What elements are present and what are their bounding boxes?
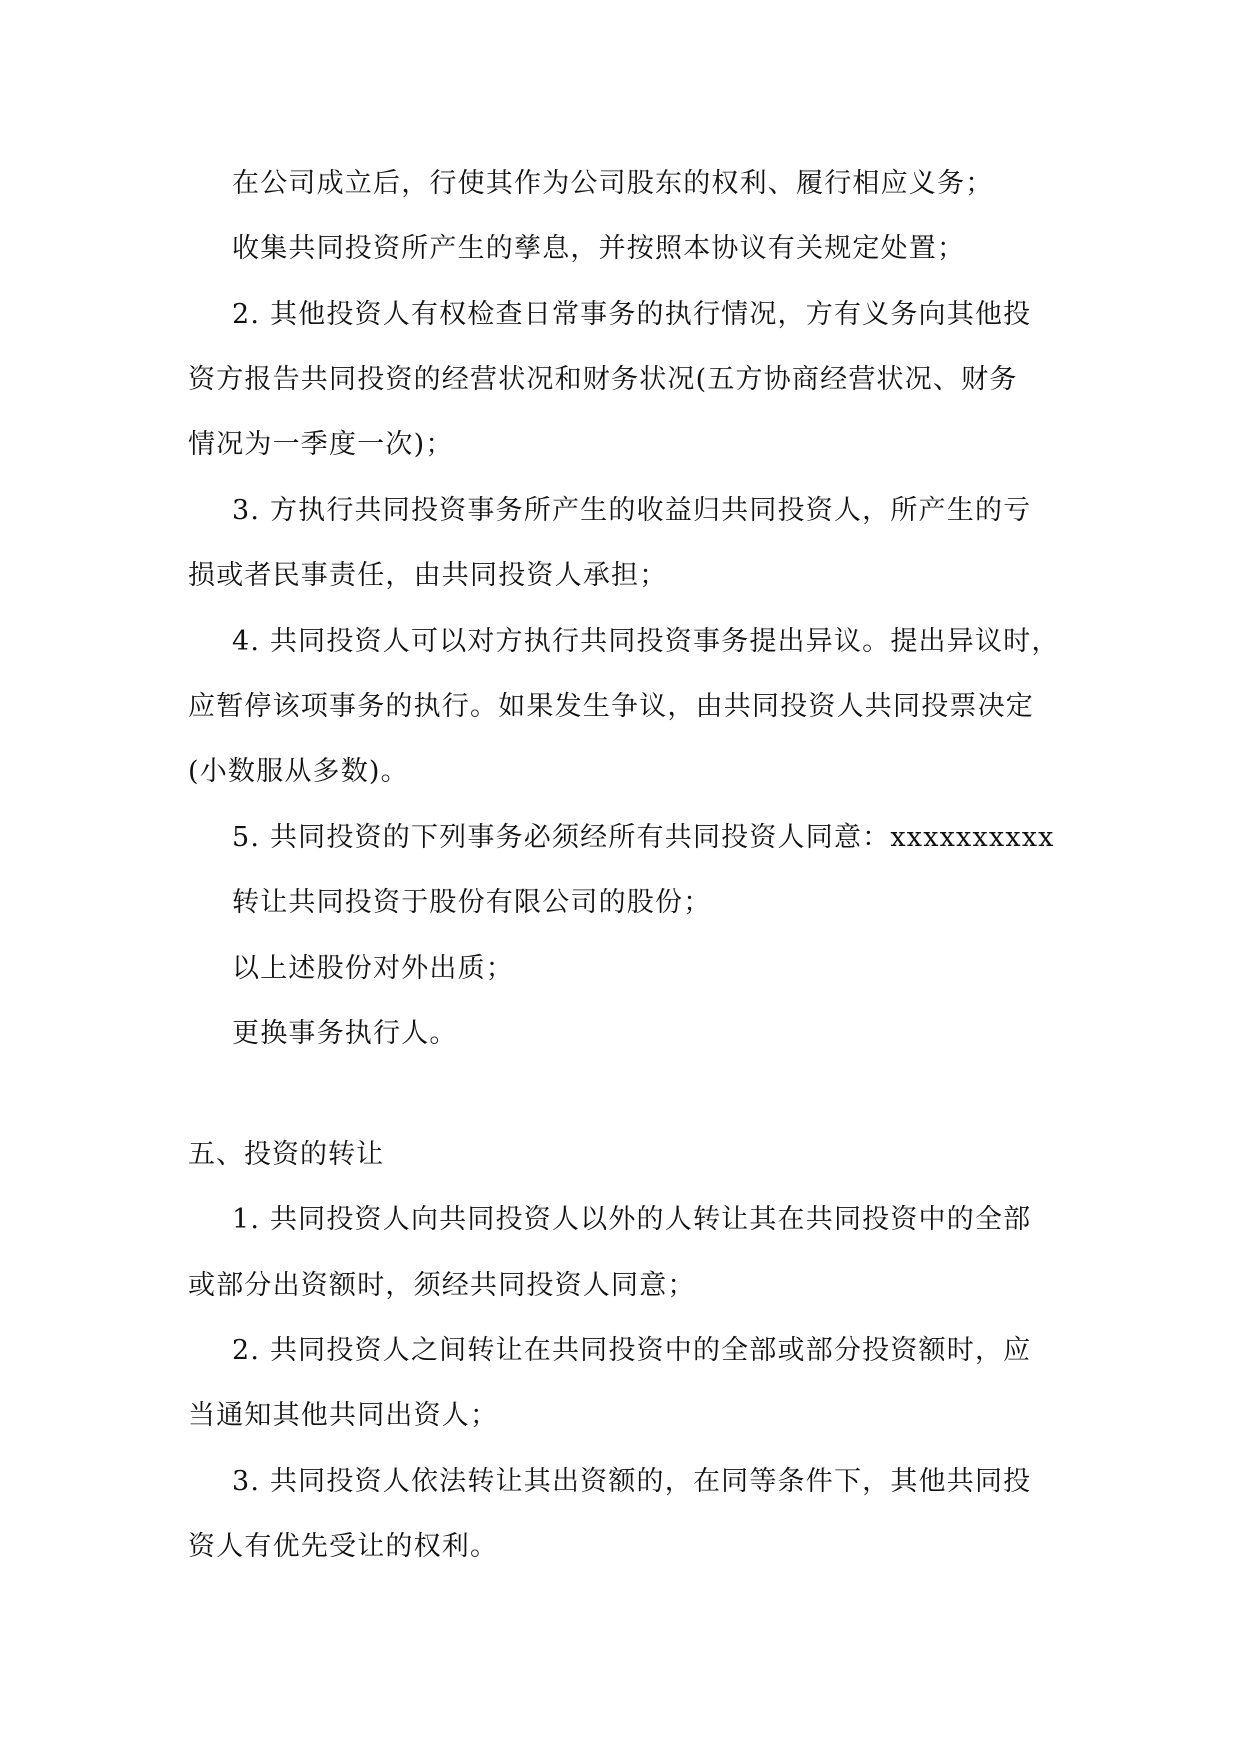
paragraph-line: 2. 共同投资人之间转让在共同投资中的全部或部分投资额时，应 — [232, 1335, 1032, 1366]
section-title: 五、投资的转让 — [188, 1139, 384, 1170]
paragraph-line: 收集共同投资所产生的孳息，并按照本协议有关规定处置； — [232, 233, 966, 264]
paragraph-line: 资方报告共同投资的经营状况和财务状况(五方协商经营状况、财务 — [188, 364, 1018, 395]
paragraph-line: (小数服从多数)。 — [188, 756, 409, 787]
paragraph-line: 当通知其他共同出资人； — [188, 1400, 499, 1431]
paragraph-line: 更换事务执行人。 — [232, 1018, 458, 1049]
paragraph-line: 3. 方执行共同投资事务所产生的收益归共同投资人，所产生的亏 — [232, 495, 1032, 526]
paragraph-line: 在公司成立后，行使其作为公司股东的权利、履行相应义务； — [232, 168, 994, 199]
paragraph-line: 情况为一季度一次)； — [188, 429, 454, 460]
paragraph-line: 1. 共同投资人向共同投资人以外的人转让其在共同投资中的全部 — [232, 1204, 1032, 1235]
paragraph-line: 转让共同投资于股份有限公司的股份； — [232, 887, 712, 918]
paragraph-line: 5. 共同投资的下列事务必须经所有共同投资人同意：xxxxxxxxxx — [232, 822, 1055, 853]
paragraph-line: 2. 其他投资人有权检查日常事务的执行情况，方有义务向其他投 — [232, 299, 1032, 330]
paragraph-line: 以上述股份对外出质； — [232, 953, 514, 984]
paragraph-line: 资人有优先受让的权利。 — [188, 1531, 499, 1562]
paragraph-line: 4. 共同投资人可以对方执行共同投资事务提出异议。提出异议时， — [232, 626, 1060, 657]
paragraph-line: 损或者民事责任，由共同投资人承担； — [188, 560, 668, 591]
paragraph-line: 3. 共同投资人依法转让其出资额的，在同等条件下，其他共同投 — [232, 1466, 1032, 1497]
paragraph-line: 应暂停该项事务的执行。如果发生争议，由共同投资人共同投票决定 — [188, 691, 1034, 722]
paragraph-line: 或部分出资额时，须经共同投资人同意； — [188, 1270, 696, 1301]
